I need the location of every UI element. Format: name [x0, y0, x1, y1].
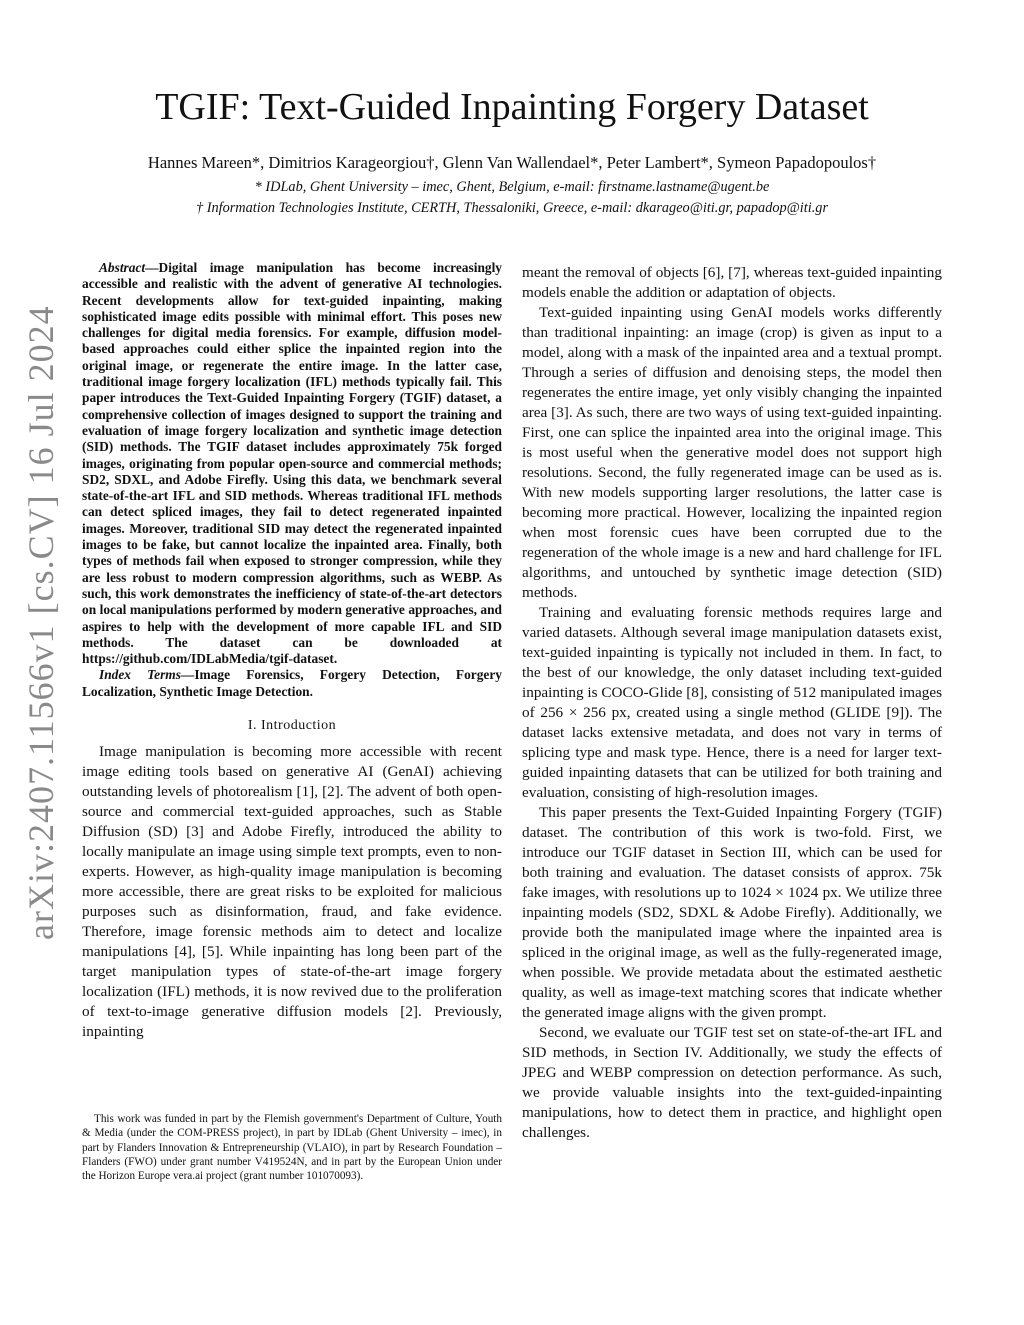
abstract: [82, 260, 502, 667]
right-column: [522, 263, 942, 1143]
body-paragraph: Training and evaluating forensic methods requires large and varied datasets. Although several image manipulation datasets exist, text-guided inpainting is typically not included in them. In fact, to the best of our knowledge, the only dataset including text-guided inpainting is COCO-Glide [8], consisting of 512 manipulated images of 256 × 256 px, created using a single method (GLIDE [9]). The dataset lacks extensive metadata, and does not vary in terms of splicing type and mask type. Hence, there is a need for larger text-guided inpainting datasets that can be utilized for both training and evaluation, consisting of high-resolution images.: [522, 604, 942, 801]
abstract-label: Abstract: [99, 260, 146, 275]
author-list: Hannes Mareen*, Dimitrios Karageorgiou†, Glenn Van Wallendael*, Peter Lambert*, Symeon Papadopoulos†: [147, 153, 877, 172]
funding-footnote: This work was funded in part by the Flemish government's Department of Culture, Youth & Media (under the COM-PRESS project), in part by IDLab (Ghent University – imec), in part by Flanders Innovation & Entrepreneurship (VLAIO), in part by Research Foundation – Flanders (FWO) under grant number V419524N, and in part by the European Union under the Horizon Europe vera.ai project (grant number 101070093).: [82, 1113, 502, 1183]
intro-paragraph: Image manipulation is becoming more accessible with recent image editing tools based on generative AI (GenAI) achieving outstanding levels of photorealism [1], [2]. The advent of both open-source and commercial text-guided approaches, such as Stable Diffusion (SD) [3] and Adobe Firefly, introduced the ability to locally manipulate an image using simple text prompts, even to non-experts. However, as high-quality image manipulation is becoming more accessible, there are great risks to be exploited for malicious purposes such as disinformation, fraud, and fake evidence. Therefore, image forensic methods aim to detect and localize manipulations [4], [5]. While inpainting has long been part of the target manipulation types of state-of-the-art image forgery localization (IFL) methods, it is now revived due to the proliferation of text-to-image generative diffusion models [2]. Previously, inpainting: [82, 743, 502, 1041]
left-column: [82, 260, 502, 1042]
body-paragraph: This paper presents the Text-Guided Inpainting Forgery (TGIF) dataset. The contribution of this work is two-fold. First, we introduce our TGIF dataset in Section III, which can be used for both training and evaluation. The dataset consists of approx. 75k fake images, with resolutions up to 1024 × 1024 px. We utilize three inpainting models (SD2, SDXL & Adobe Firefly). Additionally, we provide both the manipulated image where the inpainted area is spliced in the original image, as well as the fully-regenerated image, when possible. We provide metadata about the estimated aesthetic quality, as well as image-text matching scores that indicate whether the generated image aligns with the given prompt.: [522, 804, 942, 1021]
index-terms-text: —Image Forensics, Forgery Detection, Forgery Localization, Synthetic Image Detection.: [82, 667, 502, 699]
arxiv-identifier-stamp: arXiv:2407.11566v1 [cs.CV] 16 Jul 2024: [21, 305, 61, 940]
body-paragraph: Second, we evaluate our TGIF test set on state-of-the-art IFL and SID methods, in Section IV. Additionally, we study the effects of JPEG and WEBP compression on detection performance. As such, we provide valuable insights into the text-guided-inpainting manipulations, how to detect them in practice, and highlight open challenges.: [522, 1024, 942, 1141]
paper-title: TGIF: Text-Guided Inpainting Forgery Dataset: [155, 86, 869, 128]
body-paragraph: meant the removal of objects [6], [7], whereas text-guided inpainting models enable the addition or adaptation of objects.: [522, 264, 942, 301]
section-heading-introduction: I. Introduction: [247, 718, 337, 734]
affiliation-certh: † Information Technologies Institute, CERTH, Thessaloniki, Greece, e-mail: dkarageo@iti.gr, papadop@iti.gr: [195, 200, 829, 216]
body-paragraph: Text-guided inpainting using GenAI models works differently than traditional inpainting: an image (crop) is given as input to a model, along with a mask of the inpainted area and a textual prompt. Through a series of diffusion and denoising steps, the model then regenerates the entire image, yet only visibly changing the inpainted area [3]. As such, there are two ways of using text-guided inpainting. First, one can splice the inpainted area into the original image. This is most useful when the generative model does not support high resolutions. Second, the fully regenerated image can be used as is. With new models supporting larger resolutions, the latter case is becoming more practical. However, localizing the inpainted region when most forensic cues have been corrupted due to the regeneration of the whole image is a new and hard challenge for IFL algorithms, and untouched by synthetic image detection (SID) methods.: [522, 304, 942, 601]
abstract-text: —Digital image manipulation has become increasingly accessible and realistic with the advent of generative AI technologies. Recent developments allow for text-guided inpainting, making sophisticated image edits possible with minimal effort. This poses new challenges for digital media forensics. For example, diffusion model-based approaches could either splice the inpainted region into the original image, or regenerate the entire image. In the latter case, traditional image forgery localization (IFL) methods typically fail. This paper introduces the Text-Guided Inpainting Forgery (TGIF) dataset, a comprehensive collection of images designed to support the training and evaluation of image forgery localization and synthetic image detection (SID) methods. The TGIF dataset includes approximately 75k forged images, originating from popular open-source and commercial methods; SD2, SDXL, and Adobe Firefly. Using this data, we benchmark several state-of-the-art IFL and SID methods. Whereas traditional IFL methods can detect spliced images, they fail to detect regenerated inpainted images. Moreover, traditional SID may detect the regenerated inpainted images to be fake, but cannot localize the inpainted area. Finally, both types of methods fail when exposed to stronger compression, while they are less robust to modern compression algorithms, such as WEBP. As such, this work demonstrates the inefficiency of state-of-the-art detectors on local manipulations performed by modern generative approaches, and aspires to help with the development of more capable IFL and SID methods. The dataset can be downloaded at https://github.com/IDLabMedia/tgif-dataset.: [82, 260, 502, 667]
index-terms-label: Index Terms: [99, 667, 181, 683]
affiliation-ghent: * IDLab, Ghent University – imec, Ghent, Belgium, e-mail: firstname.lastname@ugent.be: [254, 179, 770, 195]
index-terms: [82, 667, 502, 700]
